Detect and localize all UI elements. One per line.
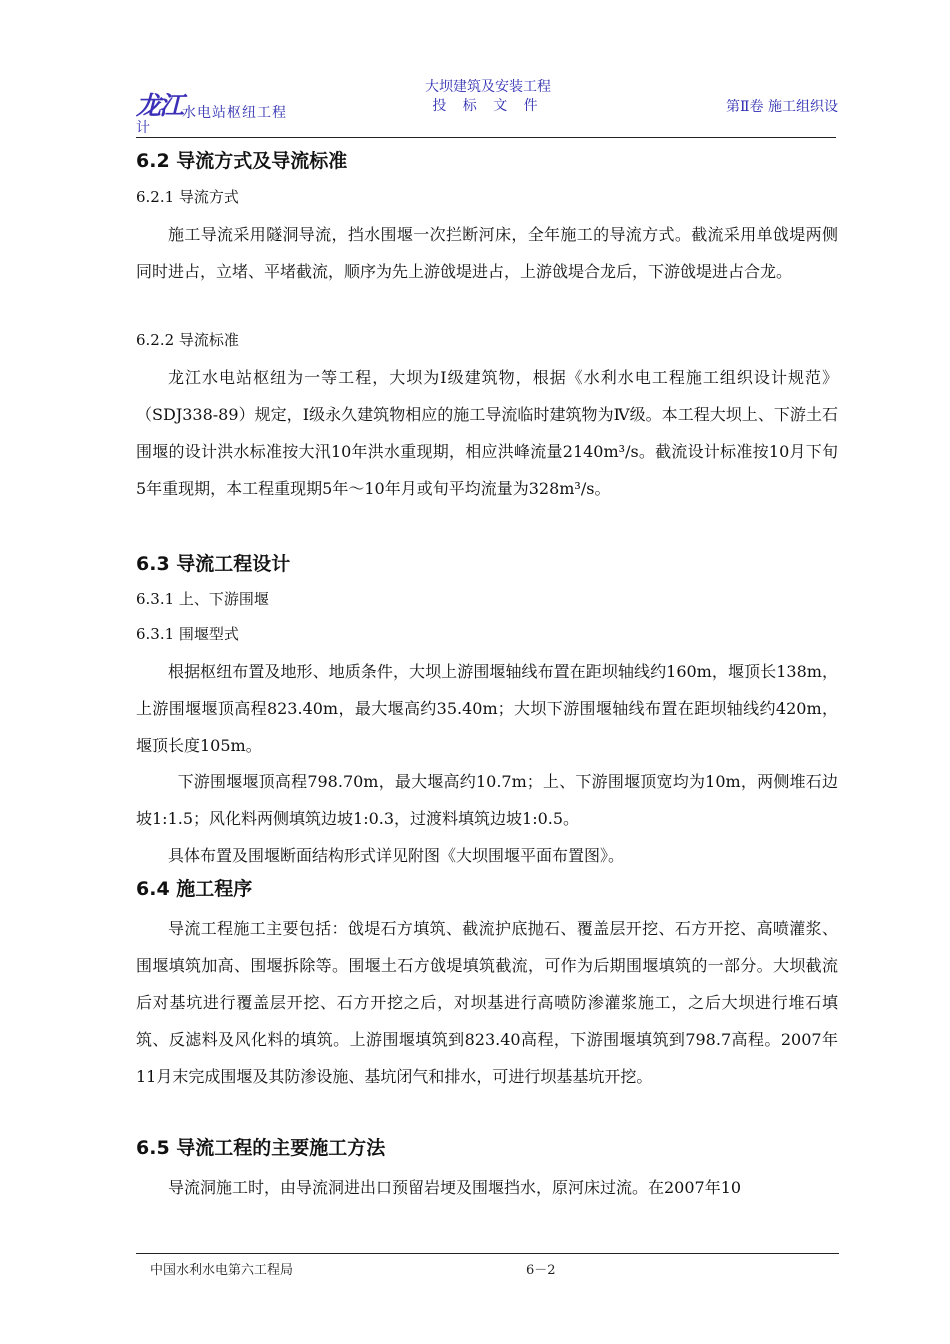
paragraph: 导流工程施工主要包括：戗堤石方填筑、截流护底抛石、覆盖层开挖、石方开挖、高喷灌浆、围堰填筑加高、围堰拆除等。围堰土石方戗堤填筑截流，可作为后期围堰填筑的一部分。大坝截流后对基坑进行覆盖层开挖、石方开挖之后，对坝基进行高喷防渗灌浆施工，之后大坝进行堆石填筑、反滤料及风化料的填筑。上游围堰填筑到823.40高程，下游围堰填筑到798.7高程。2007年11月末完成围堰及其防渗设施、基坑闭气和排水，可进行坝基基坑开挖。 — [136, 919, 838, 1086]
page-header — [0, 0, 950, 150]
header-center-line1: 大坝建筑及安装工程 — [425, 79, 551, 95]
subsection-heading: 6.3.1 上、下游围堰 — [136, 590, 269, 608]
header-divider — [136, 137, 836, 138]
section-heading: 6.3 导流工程设计 — [136, 553, 291, 575]
footer-divider — [136, 1253, 839, 1254]
section-heading: 6.2 导流方式及导流标准 — [136, 150, 348, 172]
header-center-line2: 投 标 文 件 — [432, 98, 544, 114]
paragraph: 具体布置及围堰断面结构形式详见附图《大坝围堰平面布置图》。 — [168, 846, 625, 865]
paragraph: 下游围堰堰顶高程798.70m，最大堰高约10.7m；上、下游围堰顶宽均为10m，两侧堆石边坡1:1.5；风化料两侧填筑边坡1:0.3，过渡料填筑边坡1:0.5。 — [136, 772, 838, 828]
paragraph: 龙江水电站枢纽为一等工程，大坝为Ⅰ级建筑物，根据《水利水电工程施工组织设计规范》（SDJ338-89）规定，Ⅰ级永久建筑物相应的施工导流临时建筑物为Ⅳ级。本工程大坝上、下游土石围堰的设计洪水标准按大汛10年洪水重现期，相应洪峰流量2140m³/s。截流设计标准按10月下旬5年重现期，本工程重现期5年～10年月或旬平均流量为328m³/s。 — [136, 368, 838, 498]
paragraph: 根据枢纽布置及地形、地质条件，大坝上游围堰轴线布置在距坝轴线约160m，堰顶长138m，上游围堰堰顶高程823.40m，最大堰高约35.40m；大坝下游围堰轴线布置在距坝轴线约420m，堰顶长度105m。 — [136, 662, 838, 755]
header-right-title: 第Ⅱ卷 施工组织设 — [726, 99, 838, 115]
header-left-wrap: 计 — [136, 120, 150, 136]
header-left — [136, 86, 287, 122]
header-center — [388, 78, 588, 116]
footer-organization: 中国水利水电第六工程局 — [150, 1263, 294, 1278]
paragraph: 导流洞施工时，由导流洞进出口预留岩埂及围堰挡水，原河床过流。在2007年10 — [168, 1178, 742, 1197]
subsection-heading: 6.2.1 导流方式 — [136, 188, 239, 206]
subsection-heading: 6.2.2 导流标准 — [136, 331, 239, 349]
paragraph: 施工导流采用隧洞导流，挡水围堰一次拦断河床，全年施工的导流方式。截流采用单戗堤两侧同时进占，立堵、平堵截流，顺序为先上游戗堤进占，上游戗堤合龙后，下游戗堤进占合龙。 — [136, 225, 838, 281]
header-left-title: 水电站枢纽工程 — [182, 105, 288, 121]
section-heading: 6.4 施工程序 — [136, 878, 253, 900]
page-number: 6－2 — [526, 1263, 556, 1278]
subsection-heading: 6.3.1 围堰型式 — [136, 625, 239, 643]
logo: 龙江 — [136, 91, 183, 120]
section-heading: 6.5 导流工程的主要施工方法 — [136, 1137, 386, 1159]
